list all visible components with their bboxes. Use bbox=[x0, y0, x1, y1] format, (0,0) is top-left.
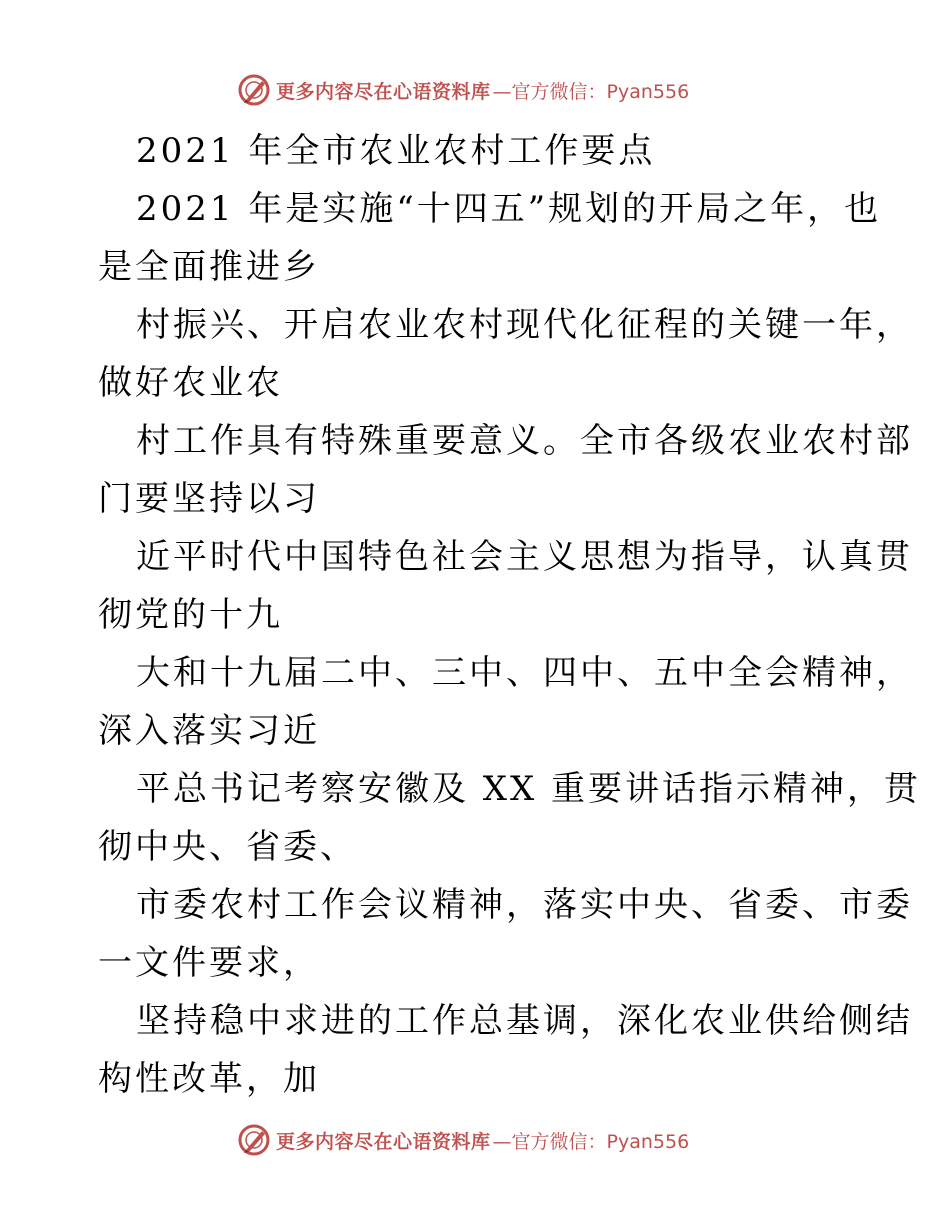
paragraph-line: 村振兴、开启农业农村现代化征程的关键一年， bbox=[136, 305, 913, 345]
paragraph-line: 平总书记考察安徽及 XX 重要讲话指示精神，贯 bbox=[136, 769, 922, 809]
paragraph-line: 近平时代中国特色社会主义思想为指导，认真贯 bbox=[136, 537, 913, 577]
paragraph-line: 做好农业农 bbox=[98, 363, 283, 403]
watermark-main-text: 更多内容尽在心语资料库 bbox=[276, 1130, 491, 1153]
document-body bbox=[98, 122, 922, 1108]
paragraph-line: 是全面推进乡 bbox=[98, 247, 320, 287]
paragraph-line: 坚持稳中求进的工作总基调，深化农业供给侧结 bbox=[136, 1001, 913, 1041]
pen-seal-icon bbox=[236, 72, 272, 108]
paragraph-line: 深入落实习近 bbox=[98, 711, 320, 751]
paragraph-line: 一文件要求， bbox=[98, 943, 320, 983]
paragraph-line: 2021 年是实施“十四五”规划的开局之年，也 bbox=[136, 189, 882, 229]
paragraph-line: 彻党的十九 bbox=[98, 595, 283, 635]
watermark-main-text: 更多内容尽在心语资料库 bbox=[276, 80, 491, 103]
paragraph-line: 村工作具有特殊重要意义。全市各级农业农村部 bbox=[136, 421, 913, 461]
paragraph-line: 市委农村工作会议精神，落实中央、省委、市委 bbox=[136, 885, 913, 925]
header-watermark bbox=[236, 72, 689, 108]
paragraph-line: 彻中央、省委、 bbox=[98, 827, 357, 867]
paragraph-line: 构性改革，加 bbox=[98, 1059, 320, 1099]
paragraph-line: 大和十九届二中、三中、四中、五中全会精神， bbox=[136, 653, 913, 693]
paragraph-line: 门要坚持以习 bbox=[98, 479, 320, 519]
footer-watermark bbox=[236, 1122, 689, 1158]
watermark-wechat-text: —官方微信：Pyan556 bbox=[492, 80, 690, 103]
document-title: 2021 年全市农业农村工作要点 bbox=[136, 131, 656, 171]
watermark-wechat-text: —官方微信：Pyan556 bbox=[492, 1130, 690, 1153]
pen-seal-icon bbox=[236, 1122, 272, 1158]
